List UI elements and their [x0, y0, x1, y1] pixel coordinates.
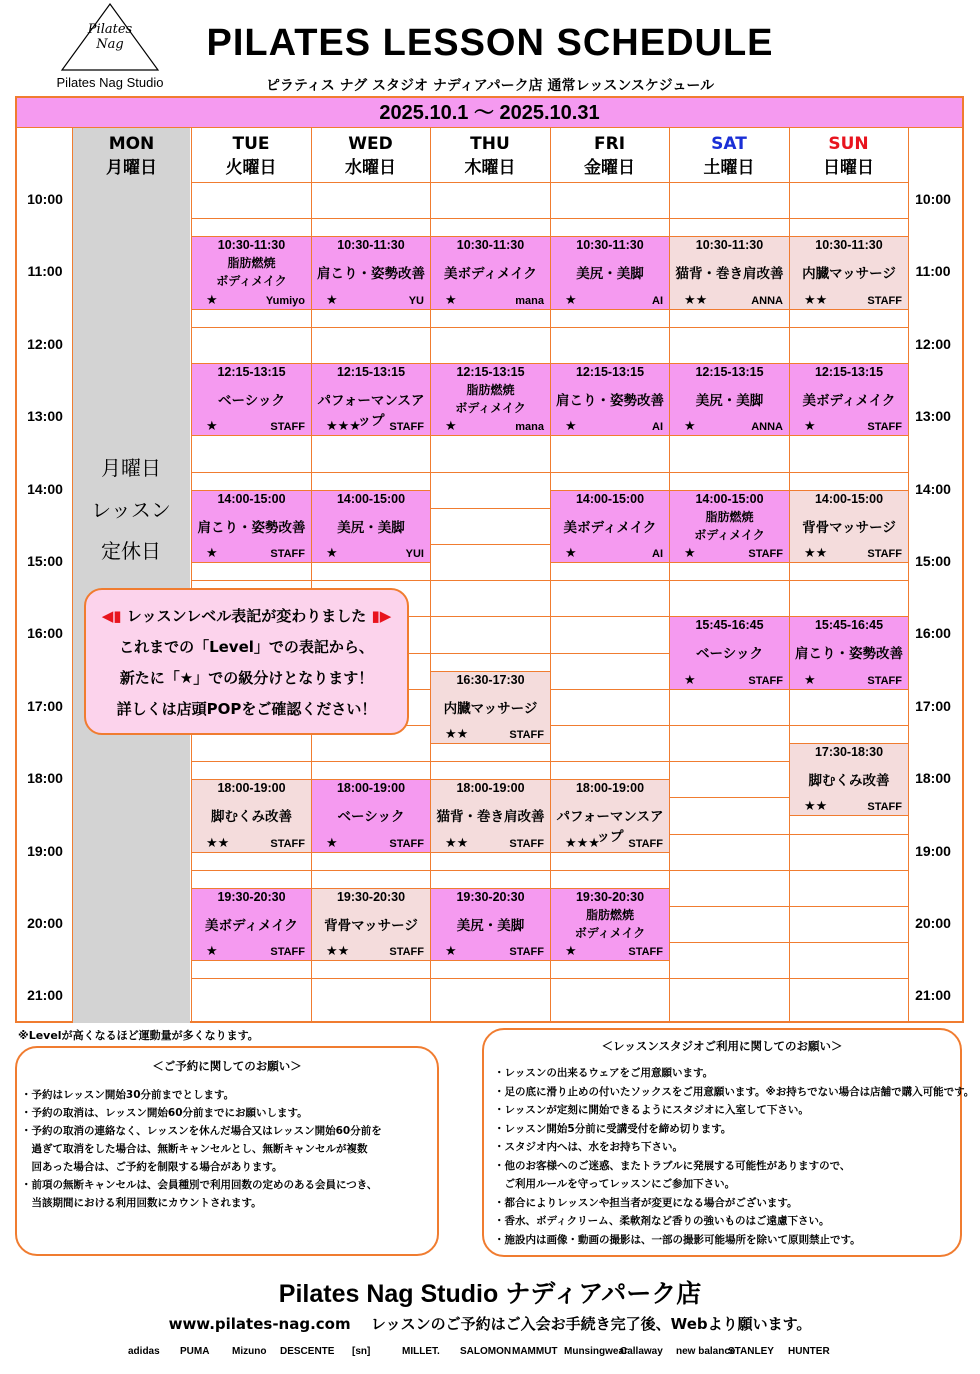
lesson-block[interactable] [191, 888, 312, 961]
lesson-name: 猫背・巻き肩改善 [436, 809, 545, 826]
hour-label-left: 13:00 [27, 408, 63, 425]
hour-label-left: 11:00 [27, 263, 63, 280]
lesson-time: 19:30-20:30 [575, 889, 645, 904]
monday-closed-label: 定休日 [101, 539, 161, 563]
row-divider [191, 218, 908, 219]
rule-item: ・レッスンの出来るウェアをご用意願います。 [494, 1067, 714, 1079]
hour-label-left: 16:00 [27, 625, 63, 642]
lesson-instructor: AI [652, 421, 663, 434]
lesson-name: 内臓マッサージ [443, 700, 538, 717]
megaphone-icon: ▮▶ [371, 607, 392, 625]
monday-closed-label: レッスン [91, 498, 171, 522]
footer-url-line: www.pilates-nag.com レッスンのご予約はご入会お手続き完了後、Webより願います。 [168, 1315, 812, 1333]
lesson-level-stars: ★★ [326, 944, 350, 960]
hour-label-right: 16:00 [915, 625, 951, 642]
hour-label-right: 18:00 [915, 770, 951, 787]
lesson-time: 18:00-19:00 [456, 781, 525, 796]
lesson-block[interactable] [311, 888, 431, 961]
lesson-time: 12:15-13:15 [217, 364, 286, 379]
day-header-en: SAT [711, 134, 747, 154]
lesson-block[interactable] [430, 671, 551, 744]
lesson-time: 16:30-17:30 [456, 672, 525, 687]
lesson-time: 14:00-15:00 [217, 491, 286, 506]
lesson-level-stars: ★ [326, 835, 338, 851]
hour-label-left: 12:00 [27, 335, 63, 352]
lesson-name: 肩こり・姿勢改善 [795, 646, 903, 663]
hour-label-right: 12:00 [915, 335, 951, 352]
rule-item: ・レッスンが定刻に開始できるようにスタジオに入室して下さい。 [494, 1104, 809, 1116]
lesson-block[interactable] [191, 363, 312, 436]
lesson-block[interactable] [311, 490, 431, 563]
monday-closed-column [72, 128, 190, 1023]
lesson-level-stars: ★ [206, 419, 218, 435]
lesson-level-stars: ★ [684, 545, 696, 561]
lesson-instructor: STAFF [867, 421, 902, 434]
lesson-block[interactable] [669, 363, 790, 436]
lesson-block[interactable] [789, 236, 909, 309]
lesson-block[interactable] [430, 779, 551, 852]
lesson-time: 10:30-11:30 [695, 238, 764, 253]
hour-label-left: 15:00 [27, 553, 63, 569]
hour-label-left: 20:00 [27, 915, 63, 931]
lesson-instructor: STAFF [509, 837, 544, 850]
row-divider [191, 182, 908, 183]
lesson-block[interactable] [789, 743, 909, 816]
lesson-level-stars: ★ [206, 545, 218, 561]
lesson-level-stars: ★ [445, 419, 457, 435]
lesson-name: 美ボディメイク [444, 266, 537, 283]
lesson-instructor: STAFF [270, 837, 305, 850]
lesson-time: 18:00-19:00 [217, 781, 286, 796]
day-header-ja: 土曜日 [703, 158, 755, 178]
lesson-name: 肩こり・姿勢改善 [317, 266, 425, 283]
lesson-time: 14:00-15:00 [575, 491, 645, 506]
lesson-instructor: YU [408, 294, 424, 307]
brand-logo: SALOMON [460, 1346, 512, 1357]
day-header-ja: 日曜日 [823, 158, 874, 178]
row-divider [191, 580, 908, 581]
lesson-block[interactable] [789, 363, 909, 436]
megaphone-icon: ◀▮ [101, 607, 122, 625]
brand-logo: MILLET. [402, 1346, 440, 1357]
lesson-name: 脂肪燃焼 ボディメイク [455, 382, 526, 415]
lesson-instructor: STAFF [867, 547, 902, 560]
day-header-ja: 水曜日 [345, 158, 396, 178]
lesson-instructor: ANNA [751, 294, 783, 307]
lesson-level-stars: ★★ [804, 292, 828, 308]
lesson-name: 脂肪燃焼 ボディメイク [694, 509, 765, 542]
lesson-name: 美ボディメイク [205, 917, 298, 934]
day-header-en: THU [470, 134, 510, 154]
lesson-time: 10:30-11:30 [217, 238, 286, 253]
brand-logo: new balance [676, 1346, 736, 1357]
period-band: 2025.10.1 〜 2025.10.31 [17, 98, 962, 128]
brand-logo: DESCENTE [280, 1346, 335, 1357]
brand-logo: Callaway [620, 1346, 663, 1357]
studio-rules-heading: ＜レッスンスタジオご利用に関してのお願い＞ [601, 1039, 843, 1053]
lesson-block[interactable] [311, 236, 431, 309]
day-header-en: TUE [232, 134, 270, 154]
lesson-instructor: mana [515, 294, 544, 307]
brand-logo: Munsingwear [564, 1346, 628, 1357]
lesson-instructor: Yumiyo [265, 294, 305, 307]
lesson-instructor: STAFF [270, 547, 305, 560]
lesson-instructor: STAFF [389, 421, 424, 434]
lesson-name: 肩こり・姿勢改善 [556, 392, 664, 409]
notice-line: 詳しくは店頭POPをご確認ください！ [116, 700, 377, 718]
lesson-name: 美尻・美脚 [337, 519, 405, 536]
hour-label-left: 10:00 [27, 191, 63, 207]
lesson-level-stars: ★ [684, 672, 696, 688]
hour-label-right: 20:00 [915, 915, 951, 931]
rule-item: 過ぎて取消をした場合は、無断キャンセルとし、無断キャンセルが複数 [21, 1143, 368, 1155]
lesson-name: 脚むくみ改善 [211, 809, 292, 826]
day-header [669, 128, 789, 182]
studio-rules-box [482, 1028, 975, 1257]
day-header [72, 128, 191, 182]
rule-item: ・他のお客様へのご迷惑、またトラブルに発展する可能性がありますので、 [494, 1159, 851, 1172]
lesson-name: ベーシック [218, 392, 285, 409]
lesson-level-stars: ★★ [445, 726, 469, 742]
reservation-rules-box [15, 1046, 439, 1256]
lesson-level-stars: ★★★ [326, 419, 361, 435]
day-header-en: WED [348, 134, 393, 154]
lesson-time: 10:30-11:30 [456, 238, 525, 253]
row-divider [191, 978, 908, 979]
lesson-time: 12:15-13:15 [575, 364, 645, 379]
lesson-instructor: STAFF [867, 801, 902, 814]
rule-item: 当該期間における利用回数にカウントされます。 [21, 1197, 262, 1209]
lesson-name: パフォーマンスアップ [556, 809, 664, 846]
lesson-level-stars: ★ [206, 292, 218, 308]
lesson-level-stars: ★★ [445, 835, 469, 851]
lesson-time: 17:30-18:30 [814, 745, 884, 759]
brand-logo: STANLEY [728, 1346, 774, 1357]
day-header-ja: 火曜日 [225, 158, 277, 178]
lesson-level-stars: ★ [804, 419, 816, 435]
day-header-ja: 月曜日 [106, 158, 157, 178]
lesson-block[interactable] [311, 779, 431, 852]
lesson-name: パフォーマンスアップ [317, 392, 425, 429]
lesson-time: 12:15-13:15 [336, 364, 406, 379]
hour-label-right: 19:00 [915, 842, 951, 859]
lesson-time: 19:30-20:30 [456, 889, 525, 904]
rule-item: ご利用ルールを守ってレッスンにご参加下さい。 [494, 1178, 736, 1190]
lesson-time: 14:00-15:00 [336, 491, 406, 506]
lesson-time: 19:30-20:30 [217, 889, 286, 904]
hour-label-left: 14:00 [27, 480, 63, 497]
lesson-time: 12:15-13:15 [814, 364, 884, 379]
lesson-name: ベーシック [696, 646, 763, 663]
lesson-name: 猫背・巻き肩改善 [675, 266, 784, 283]
hour-label-right: 10:00 [915, 191, 951, 207]
hour-label-right: 11:00 [915, 263, 951, 280]
lesson-instructor: STAFF [509, 946, 544, 959]
day-header-en: SUN [828, 134, 869, 154]
brand-logo: PUMA [180, 1346, 210, 1357]
lesson-instructor: STAFF [628, 946, 663, 959]
lesson-level-stars: ★ [565, 944, 577, 960]
day-header [311, 128, 430, 182]
lesson-instructor: AI [652, 294, 663, 307]
lesson-level-stars: ★★ [804, 799, 828, 815]
lesson-block[interactable] [550, 888, 670, 961]
hour-label-right: 15:00 [915, 553, 951, 569]
page-title: PILATES LESSON SCHEDULE [206, 22, 774, 64]
lesson-time: 10:30-11:30 [815, 238, 883, 253]
lesson-instructor: STAFF [867, 294, 902, 307]
lesson-name: 美ボディメイク [802, 392, 896, 409]
lesson-name: 背骨マッサージ [324, 917, 418, 934]
lesson-instructor: STAFF [748, 547, 783, 560]
lesson-block[interactable] [550, 779, 670, 852]
lesson-time: 18:00-19:00 [575, 781, 645, 796]
lesson-level-stars: ★ [326, 545, 338, 561]
lesson-name: 肩こり・姿勢改善 [197, 519, 306, 536]
day-header [191, 128, 311, 182]
lesson-level-stars: ★ [565, 545, 577, 561]
lesson-instructor: ANNA [751, 421, 783, 434]
lesson-block[interactable] [669, 236, 790, 309]
lesson-block[interactable] [550, 363, 670, 436]
lesson-level-stars: ★ [445, 944, 457, 960]
row-divider [191, 472, 908, 473]
lesson-level-stars: ★ [565, 292, 577, 308]
day-header [789, 128, 908, 182]
lesson-block[interactable] [191, 779, 312, 852]
lesson-instructor: STAFF [270, 421, 305, 434]
rule-item: ・予約の取消の連絡なく、レッスンを休んだ場合又はレッスン開始60分前を [21, 1125, 382, 1137]
brand-logo: HUNTER [788, 1346, 830, 1357]
lesson-time: 19:30-20:30 [336, 889, 406, 904]
logo-script: Pilates Nag [87, 22, 133, 52]
rule-item: ・香水、ボディクリーム、柔軟剤など香りの強いものはご遠慮下さい。 [494, 1215, 830, 1227]
hour-label-left: 17:00 [27, 697, 63, 714]
hour-label-right: 13:00 [915, 408, 951, 425]
lesson-name: 美尻・美脚 [576, 266, 644, 283]
notice-line: これまでの「Level」での表記から、 [119, 638, 374, 656]
rule-item: ・レッスン開始5分前に受講受付を締め切ります。 [494, 1122, 732, 1135]
lesson-level-stars: ★★★ [565, 835, 600, 851]
lesson-block[interactable] [311, 363, 431, 436]
lesson-name: 美尻・美脚 [456, 917, 525, 934]
brand-logos [120, 1340, 860, 1370]
monday-closed-label: 月曜日 [101, 456, 161, 480]
hour-label-left: 21:00 [27, 987, 63, 1004]
lesson-time: 10:30-11:30 [337, 238, 405, 253]
row-divider [191, 327, 908, 328]
footer-studio-name: Pilates Nag Studio ナディアパーク店 [278, 1280, 702, 1308]
hour-label-left: 19:00 [27, 842, 63, 859]
lesson-time: 14:00-15:00 [814, 491, 884, 506]
lesson-name: 背骨マッサージ [802, 519, 896, 536]
lesson-time: 14:00-15:00 [695, 491, 764, 506]
row-divider [191, 870, 908, 871]
day-header [430, 128, 550, 182]
notice-line: 新たに「★」での級分けとなります！ [119, 669, 374, 687]
lesson-level-stars: ★★ [206, 835, 230, 851]
lesson-time: 15:45-16:45 [814, 618, 884, 633]
hour-label-left: 18:00 [27, 770, 63, 787]
lesson-time: 15:45-16:45 [695, 618, 764, 633]
lesson-level-stars: ★ [326, 292, 338, 308]
lesson-block[interactable] [669, 490, 790, 563]
lesson-name: 美ボディメイク [563, 519, 657, 536]
lesson-name: 美尻・美脚 [695, 392, 764, 409]
hour-label-right: 17:00 [915, 697, 951, 714]
lesson-block[interactable] [789, 490, 909, 563]
hour-label-right: 21:00 [915, 987, 951, 1004]
lesson-instructor: AI [652, 547, 663, 560]
logo-name: Pilates Nag Studio [56, 75, 164, 90]
brand-logo: Mizuno [232, 1346, 267, 1357]
lesson-time: 12:15-13:15 [456, 364, 525, 379]
rule-item: ・施設内は画像・動画の撮影は、一部の撮影可能場所を除いて原則禁止です。 [494, 1233, 861, 1246]
lesson-instructor: STAFF [389, 946, 424, 959]
lesson-time: 10:30-11:30 [576, 238, 644, 253]
lesson-block[interactable] [550, 236, 670, 309]
lesson-block[interactable] [669, 616, 790, 689]
lesson-name: 脂肪燃焼 ボディメイク [216, 256, 287, 289]
brand-logo: [sn] [352, 1346, 371, 1357]
level-note: ※Levelが高くなるほど運動量が多くなります。 [18, 1029, 259, 1042]
lesson-time: 18:00-19:00 [336, 781, 406, 796]
lesson-instructor: STAFF [509, 728, 544, 741]
brand-logo: adidas [128, 1346, 160, 1357]
lesson-instructor: STAFF [748, 674, 783, 687]
lesson-block[interactable] [430, 888, 551, 961]
reservation-rules-heading: ＜ご予約に関してのお願い＞ [152, 1059, 302, 1073]
day-header-en: FRI [593, 134, 626, 154]
page-subtitle: ピラティス ナグ スタジオ ナディアパーク店 通常レッスンスケジュール [265, 78, 715, 94]
column-divider [72, 128, 73, 1023]
lesson-block[interactable] [789, 616, 909, 689]
lesson-block[interactable] [550, 490, 670, 563]
day-header-ja: 木曜日 [464, 158, 516, 178]
lesson-instructor: YUI [405, 547, 424, 560]
lesson-instructor: STAFF [270, 946, 305, 959]
lesson-block[interactable] [430, 363, 551, 436]
lesson-level-stars: ★★ [804, 545, 828, 561]
lesson-block[interactable] [430, 236, 551, 309]
hour-label-right: 14:00 [915, 480, 951, 497]
rule-item: ・前項の無断キャンセルは、会員種別で利用回数の定めのある会員につき、 [21, 1179, 378, 1191]
rule-item: ・予約はレッスン開始30分前までとします。 [21, 1089, 235, 1101]
lesson-block[interactable] [191, 236, 312, 309]
level-change-notice [84, 588, 409, 735]
lesson-block[interactable] [191, 490, 312, 563]
lesson-level-stars: ★ [565, 419, 577, 435]
notice-line: レッスンレベル表記が変わりました [126, 607, 367, 625]
rule-item: ・足の底に滑り止めの付いたソックスをご用意願います。※お持ちでない場合は店舗で購入可能です。 [494, 1085, 975, 1098]
day-header [550, 128, 669, 182]
brand-logo: MAMMUT [512, 1346, 558, 1357]
lesson-instructor: STAFF [628, 837, 663, 850]
lesson-time: 12:15-13:15 [695, 364, 764, 379]
rule-item: ・予約の取消は、レッスン開始60分前までにお願いします。 [21, 1107, 308, 1119]
day-header-ja: 金曜日 [584, 158, 635, 178]
lesson-name: 内臓マッサージ [802, 266, 896, 283]
lesson-level-stars: ★ [804, 672, 816, 688]
lesson-instructor: mana [515, 421, 544, 434]
rule-item: 回あった場合は、ご予約を制限する場合があります。 [21, 1161, 283, 1173]
lesson-level-stars: ★★ [684, 292, 708, 308]
lesson-name: 脚むくみ改善 [808, 773, 890, 789]
lesson-name: 脂肪燃焼 ボディメイク [574, 907, 646, 940]
lesson-level-stars: ★ [445, 292, 457, 308]
day-header-en: MON [108, 134, 155, 154]
lesson-instructor: STAFF [389, 837, 424, 850]
rule-item: ・都合によりレッスンや担当者が変更になる場合がございます。 [494, 1196, 798, 1209]
lesson-level-stars: ★ [206, 944, 218, 960]
lesson-instructor: STAFF [867, 674, 902, 687]
lesson-level-stars: ★ [684, 419, 696, 435]
lesson-name: ベーシック [337, 809, 405, 826]
rule-item: ・スタジオ内へは、水をお持ち下さい。 [494, 1141, 683, 1153]
